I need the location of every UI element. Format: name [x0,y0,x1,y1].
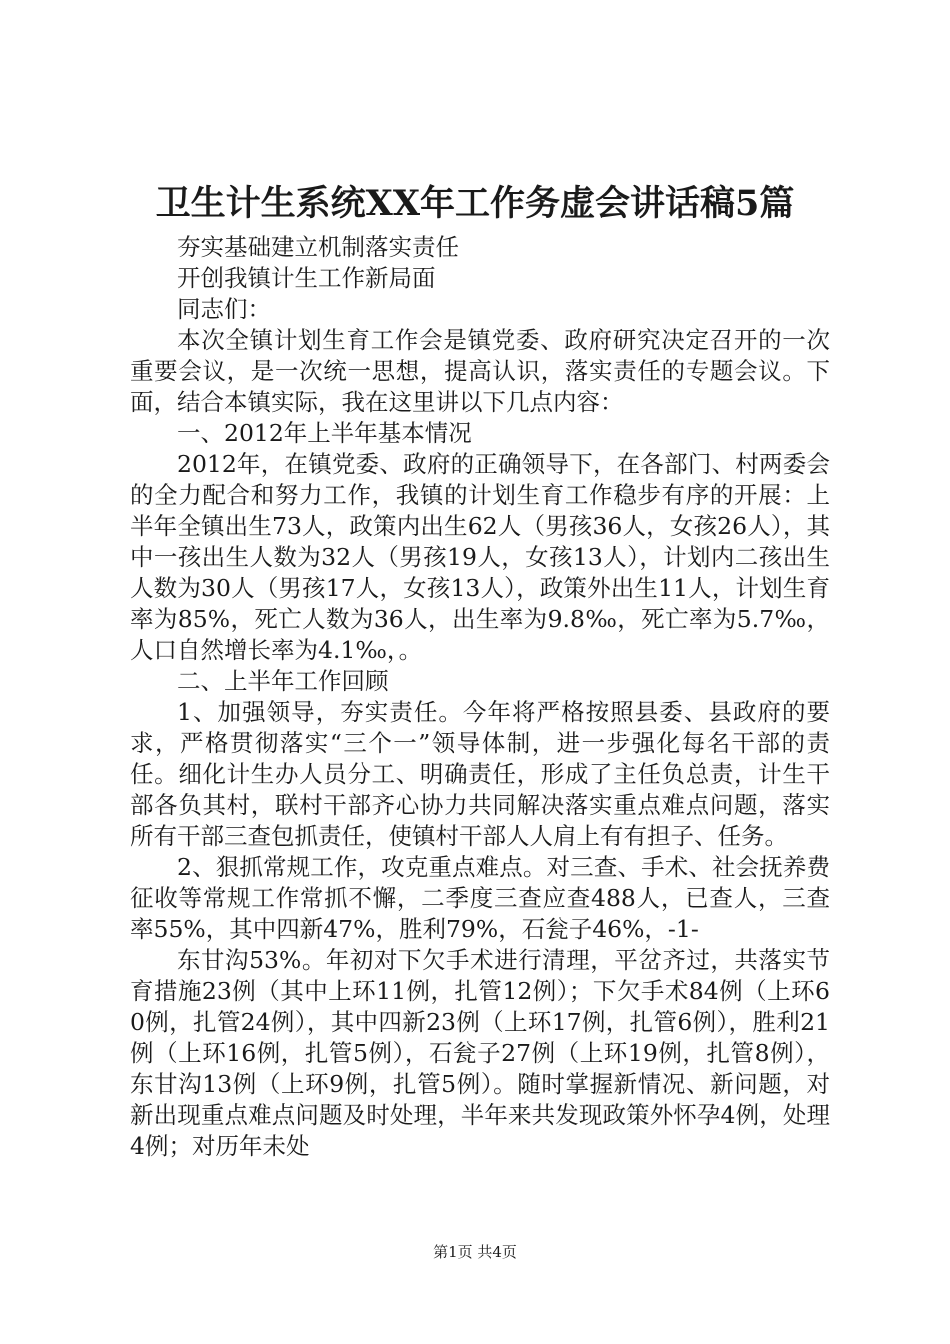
subtitle-line-2: 开创我镇计生工作新局面 [177,264,436,292]
document-body [130,232,830,1162]
leadership-paragraph: 1、加强领导，夯实责任。今年将严格按照县委、县政府的要求，严格贯彻落实“三个一”领导体制，进一步强化每名干部的责任。细化计生办人员分工、明确责任，形成了主任负总责，计生干部各负其村，联村干部齐心协力共同解决落实重点难点问题，落实所有干部三查包抓责任，使镇村干部人人肩上有有担子、任务。 [130,698,830,850]
salutation: 同志们： [177,295,271,323]
page-number-footer: 第1页 共4页 [433,1243,517,1261]
section-heading-1: 一、2012年上半年基本情况 [177,419,472,447]
page-title: 卫生计生系统XX年工作务虚会讲话稿5篇 [155,183,795,224]
subtitle-line-1: 夯实基础建立机制落实责任 [177,233,459,261]
routine-work-paragraph: 2、狠抓常规工作，攻克重点难点。对三查、手术、社会抚养费征收等常规工作常抓不懈，二季度三查应查488人，已查人，三查率55%，其中四新47%，胜利79%，石瓮子46%，-1- [130,853,830,943]
statistics-paragraph: 2012年，在镇党委、政府的正确领导下，在各部门、村两委会的全力配合和努力工作，我镇的计划生育工作稳步有序的开展：上半年全镇出生73人，政策内出生62人（男孩36人，女孩26人），其中一孩出生人数为32人（男孩19人，女孩13人），计划内二孩出生人数为30人（男孩17人，女孩13人），政策外出生11人，计划生育率为85%，死亡人数为36人，出生率为9.8‰，死亡率为5.7‰，人口自然增长率为4.1‰，。 [130,450,830,664]
intro-paragraph: 本次全镇计划生育工作会是镇党委、政府研究决定召开的一次重要会议，是一次统一思想，提高认识，落实责任的专题会议。下面，结合本镇实际，我在这里讲以下几点内容： [130,326,830,416]
surgery-paragraph: 东甘沟53%。年初对下欠手术进行清理，平岔齐过，共落实节育措施23例（其中上环11例，扎管12例）；下欠手术84例（上环60例，扎管24例），其中四新23例（上环17例，扎管6例），胜利21例（上环16例，扎管5例），石瓮子27例（上环19例，扎管8例），东甘沟13例（上环9例，扎管5例）。随时掌握新情况、新问题，对新出现重点难点问题及时处理，半年来共发现政策外怀孕4例，处理4例；对历年未处 [130,946,830,1160]
section-heading-2: 二、上半年工作回顾 [177,667,389,695]
